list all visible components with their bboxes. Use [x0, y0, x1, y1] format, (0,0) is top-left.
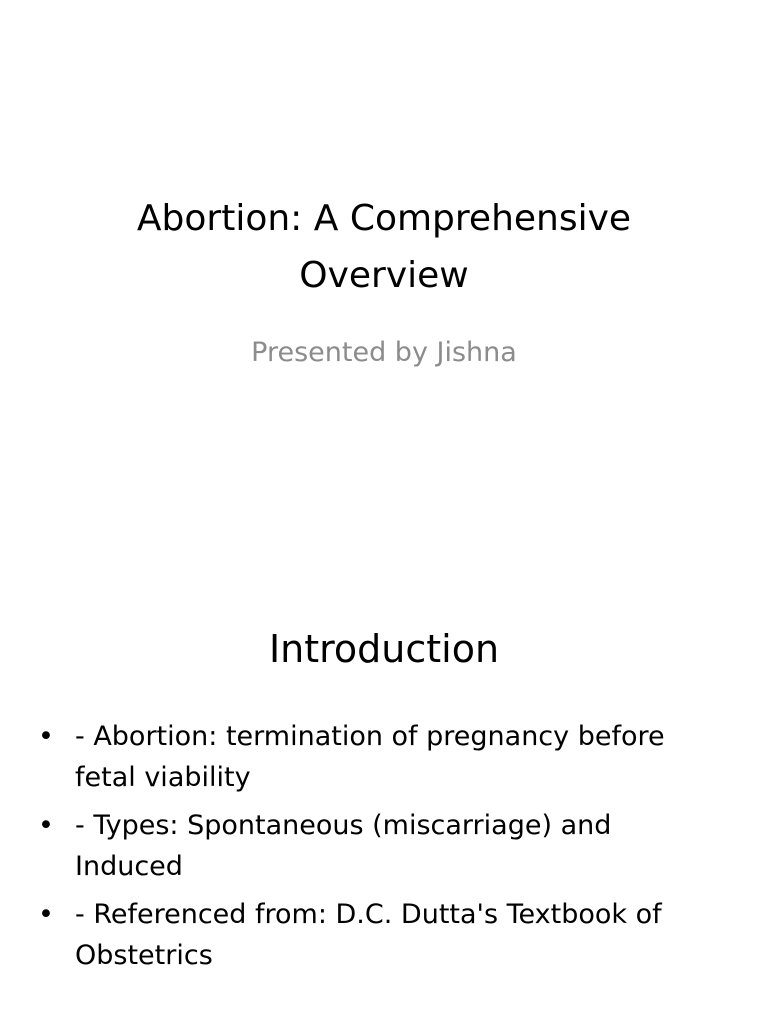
introduction-slide [0, 576, 768, 1024]
bullet-list [38, 716, 718, 983]
bullet-icon: • [38, 721, 54, 752]
bullet-text: - Abortion: termination of pregnancy before fetal viability [75, 721, 665, 793]
bullet-text: - Referenced from: D.C. Dutta's Textbook of Obstetrics [75, 899, 662, 971]
list-item [38, 805, 718, 887]
list-item [38, 894, 718, 976]
slide-title: Abortion: A Comprehensive Overview [136, 198, 632, 296]
bullet-text: - Types: Spontaneous (miscarriage) and Induced [75, 810, 612, 882]
bullet-icon: • [38, 810, 54, 841]
bullet-icon: • [38, 899, 54, 930]
slide-title: Introduction [268, 627, 500, 671]
list-item [38, 716, 718, 798]
slide-subtitle: Presented by Jishna [251, 337, 517, 368]
